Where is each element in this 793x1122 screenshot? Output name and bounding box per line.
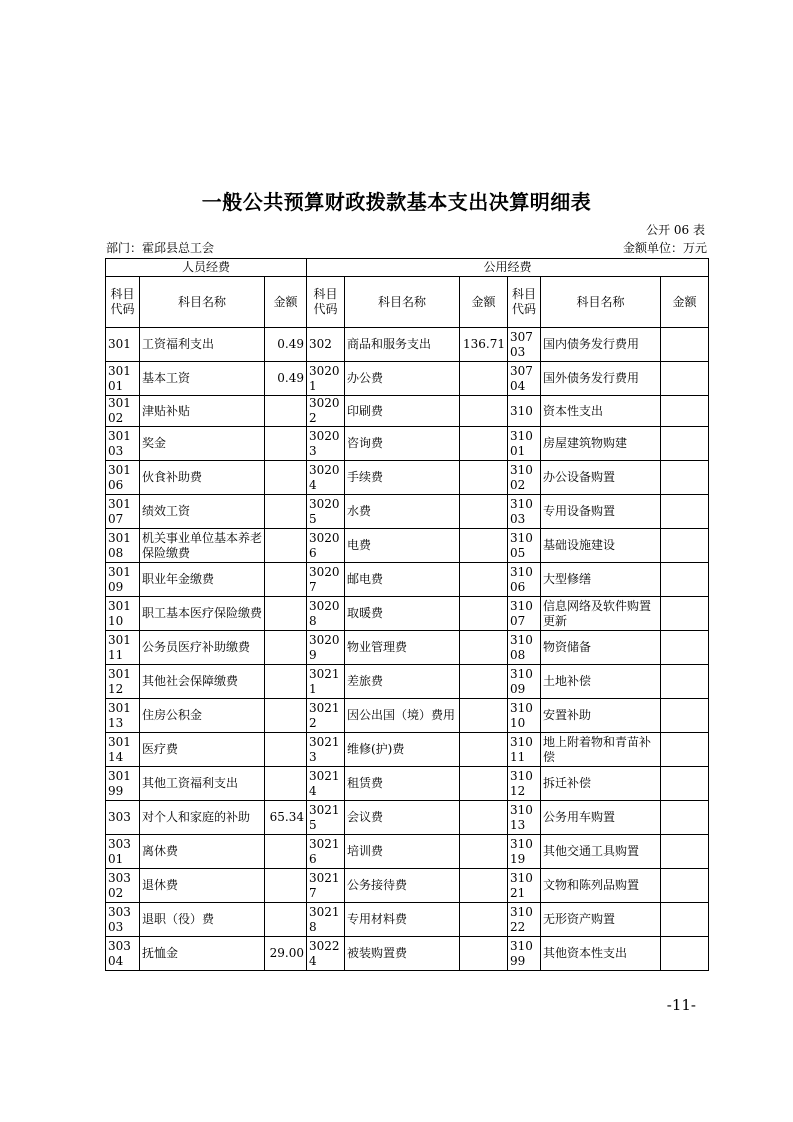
- name-cell: 会议费: [345, 801, 460, 835]
- code-cell: 30205: [307, 495, 345, 529]
- code-cell: 30218: [307, 903, 345, 937]
- amount-cell: [460, 903, 508, 937]
- code-cell: 31019: [508, 835, 541, 869]
- table-row: [106, 937, 709, 971]
- name-cell: 无形资产购置: [541, 903, 661, 937]
- amount-cell: [460, 396, 508, 427]
- code-cell: 30203: [307, 427, 345, 461]
- name-cell: 办公设备购置: [541, 461, 661, 495]
- amount-cell: [661, 396, 709, 427]
- name-cell: 国外债务发行费用: [541, 362, 661, 396]
- page-title: 一般公共预算财政拨款基本支出决算明细表: [201, 190, 592, 214]
- code-cell: 31002: [508, 461, 541, 495]
- name-cell: 抚恤金: [140, 937, 265, 971]
- code-cell: 31010: [508, 699, 541, 733]
- name-cell: 职工基本医疗保险缴费: [140, 597, 265, 631]
- amount-cell: 65.34: [265, 801, 307, 835]
- column-header-row: [106, 277, 709, 328]
- table-row: [106, 362, 709, 396]
- name-header: 科目名称: [541, 277, 661, 328]
- page-number: -11-: [666, 996, 696, 1014]
- amount-cell: [460, 665, 508, 699]
- code-cell: 30211: [307, 665, 345, 699]
- expense-table: [105, 258, 709, 971]
- amount-cell: [661, 461, 709, 495]
- amount-cell: [265, 396, 307, 427]
- code-cell: 31003: [508, 495, 541, 529]
- amount-cell: [661, 563, 709, 597]
- amount-cell: [460, 801, 508, 835]
- code-cell: 31099: [508, 937, 541, 971]
- table-row: [106, 563, 709, 597]
- table-row: [106, 396, 709, 427]
- name-cell: 地上附着物和青苗补偿: [541, 733, 661, 767]
- name-cell: 维修(护)费: [345, 733, 460, 767]
- code-cell: 30113: [106, 699, 140, 733]
- amount-cell: [265, 767, 307, 801]
- name-cell: 安置补助: [541, 699, 661, 733]
- code-cell: 31006: [508, 563, 541, 597]
- code-cell: 310: [508, 396, 541, 427]
- table-row: [106, 801, 709, 835]
- code-cell: 30216: [307, 835, 345, 869]
- name-cell: 奖金: [140, 427, 265, 461]
- amount-cell: [661, 328, 709, 362]
- name-cell: 国内债务发行费用: [541, 328, 661, 362]
- amount-cell: [661, 733, 709, 767]
- table-row: [106, 835, 709, 869]
- department-label: 部门：霍邱县总工会: [106, 241, 215, 255]
- table-row: [106, 529, 709, 563]
- name-cell: 水费: [345, 495, 460, 529]
- code-cell: 30109: [106, 563, 140, 597]
- name-cell: 培训费: [345, 835, 460, 869]
- name-cell: 资本性支出: [541, 396, 661, 427]
- name-cell: 差旅费: [345, 665, 460, 699]
- amount-cell: [265, 835, 307, 869]
- amount-cell: [265, 563, 307, 597]
- amount-cell: [661, 631, 709, 665]
- name-cell: 物资储备: [541, 631, 661, 665]
- amount-cell: [265, 597, 307, 631]
- name-header: 科目名称: [345, 277, 460, 328]
- code-cell: 31009: [508, 665, 541, 699]
- name-cell: 其他交通工具购置: [541, 835, 661, 869]
- code-cell: 31008: [508, 631, 541, 665]
- amount-header: 金额: [661, 277, 709, 328]
- name-cell: 取暖费: [345, 597, 460, 631]
- amount-cell: [661, 495, 709, 529]
- code-cell: 30204: [307, 461, 345, 495]
- table-row: [106, 461, 709, 495]
- name-cell: 办公费: [345, 362, 460, 396]
- name-cell: 职业年金缴费: [140, 563, 265, 597]
- code-cell: 30704: [508, 362, 541, 396]
- name-cell: 电费: [345, 529, 460, 563]
- name-cell: 工资福利支出: [140, 328, 265, 362]
- code-cell: 30303: [106, 903, 140, 937]
- code-cell: 302: [307, 328, 345, 362]
- name-cell: 商品和服务支出: [345, 328, 460, 362]
- code-cell: 31001: [508, 427, 541, 461]
- code-cell: 30224: [307, 937, 345, 971]
- amount-cell: [661, 427, 709, 461]
- amount-cell: [460, 529, 508, 563]
- code-cell: 30111: [106, 631, 140, 665]
- table-row: [106, 631, 709, 665]
- code-cell: 30107: [106, 495, 140, 529]
- code-cell: 30202: [307, 396, 345, 427]
- name-cell: 公务用车购置: [541, 801, 661, 835]
- amount-cell: [265, 869, 307, 903]
- amount-cell: 29.00: [265, 937, 307, 971]
- amount-cell: [460, 869, 508, 903]
- name-cell: 印刷费: [345, 396, 460, 427]
- amount-cell: [265, 495, 307, 529]
- name-cell: 物业管理费: [345, 631, 460, 665]
- amount-cell: [460, 767, 508, 801]
- code-header: 科目代码: [307, 277, 345, 328]
- amount-cell: [661, 869, 709, 903]
- name-cell: 基础设施建设: [541, 529, 661, 563]
- amount-cell: 0.49: [265, 362, 307, 396]
- amount-cell: [661, 362, 709, 396]
- code-cell: 30110: [106, 597, 140, 631]
- amount-cell: [460, 835, 508, 869]
- name-cell: 房屋建筑物购建: [541, 427, 661, 461]
- amount-cell: [661, 597, 709, 631]
- amount-cell: [265, 427, 307, 461]
- amount-cell: [265, 733, 307, 767]
- code-cell: 301: [106, 328, 140, 362]
- amount-cell: [265, 529, 307, 563]
- code-cell: 30207: [307, 563, 345, 597]
- name-cell: 对个人和家庭的补助: [140, 801, 265, 835]
- code-cell: 30302: [106, 869, 140, 903]
- code-cell: 303: [106, 801, 140, 835]
- table-row: [106, 427, 709, 461]
- name-cell: 退休费: [140, 869, 265, 903]
- code-cell: 30101: [106, 362, 140, 396]
- amount-cell: [265, 665, 307, 699]
- amount-cell: [661, 665, 709, 699]
- amount-cell: [460, 699, 508, 733]
- code-cell: 30199: [106, 767, 140, 801]
- table-row: [106, 665, 709, 699]
- code-cell: 30217: [307, 869, 345, 903]
- name-cell: 退职（役）费: [140, 903, 265, 937]
- name-cell: 土地补偿: [541, 665, 661, 699]
- amount-cell: [661, 529, 709, 563]
- name-cell: 信息网络及软件购置更新: [541, 597, 661, 631]
- name-cell: 文物和陈列品购置: [541, 869, 661, 903]
- amount-cell: [661, 937, 709, 971]
- table-row: [106, 597, 709, 631]
- name-cell: 津贴补贴: [140, 396, 265, 427]
- code-cell: 31012: [508, 767, 541, 801]
- code-cell: 30215: [307, 801, 345, 835]
- name-cell: 机关事业单位基本养老保险缴费: [140, 529, 265, 563]
- code-cell: 30703: [508, 328, 541, 362]
- name-cell: 伙食补助费: [140, 461, 265, 495]
- amount-cell: [460, 563, 508, 597]
- amount-cell: [265, 461, 307, 495]
- amount-cell: 0.49: [265, 328, 307, 362]
- table-row: [106, 328, 709, 362]
- amount-cell: [265, 903, 307, 937]
- name-cell: 邮电费: [345, 563, 460, 597]
- code-cell: 31011: [508, 733, 541, 767]
- code-cell: 31022: [508, 903, 541, 937]
- name-cell: 咨询费: [345, 427, 460, 461]
- code-cell: 31013: [508, 801, 541, 835]
- name-cell: 因公出国（境）费用: [345, 699, 460, 733]
- code-cell: 30106: [106, 461, 140, 495]
- code-cell: 31005: [508, 529, 541, 563]
- code-cell: 30114: [106, 733, 140, 767]
- code-cell: 30112: [106, 665, 140, 699]
- amount-cell: [265, 631, 307, 665]
- name-cell: 绩效工资: [140, 495, 265, 529]
- amount-cell: 136.71: [460, 328, 508, 362]
- meta-row: [106, 239, 707, 255]
- name-cell: 其他社会保障缴费: [140, 665, 265, 699]
- code-cell: 31007: [508, 597, 541, 631]
- amount-cell: [661, 699, 709, 733]
- name-cell: 被装购置费: [345, 937, 460, 971]
- amount-cell: [661, 801, 709, 835]
- code-cell: 30201: [307, 362, 345, 396]
- form-code: 公开 06 表: [646, 223, 705, 237]
- name-cell: 租赁费: [345, 767, 460, 801]
- amount-header: 金额: [460, 277, 508, 328]
- name-cell: 离休费: [140, 835, 265, 869]
- code-cell: 30206: [307, 529, 345, 563]
- name-cell: 住房公积金: [140, 699, 265, 733]
- code-cell: 30102: [106, 396, 140, 427]
- table-row: [106, 767, 709, 801]
- table-row: [106, 869, 709, 903]
- amount-cell: [460, 597, 508, 631]
- code-cell: 30209: [307, 631, 345, 665]
- code-cell: 30213: [307, 733, 345, 767]
- name-cell: 医疗费: [140, 733, 265, 767]
- name-header: 科目名称: [140, 277, 265, 328]
- table-row: [106, 495, 709, 529]
- name-cell: 专用材料费: [345, 903, 460, 937]
- amount-header: 金额: [265, 277, 307, 328]
- name-cell: 公务接待费: [345, 869, 460, 903]
- name-cell: 其他工资福利支出: [140, 767, 265, 801]
- name-cell: 拆迁补偿: [541, 767, 661, 801]
- table-row: [106, 733, 709, 767]
- code-cell: 30208: [307, 597, 345, 631]
- code-header: 科目代码: [508, 277, 541, 328]
- code-header: 科目代码: [106, 277, 140, 328]
- name-cell: 其他资本性支出: [541, 937, 661, 971]
- unit-label: 金额单位：万元: [622, 241, 707, 255]
- table-row: [106, 699, 709, 733]
- amount-cell: [265, 699, 307, 733]
- amount-cell: [460, 937, 508, 971]
- code-cell: 31021: [508, 869, 541, 903]
- amount-cell: [460, 631, 508, 665]
- code-cell: 30301: [106, 835, 140, 869]
- code-cell: 30103: [106, 427, 140, 461]
- name-cell: 公务员医疗补助缴费: [140, 631, 265, 665]
- table-row: [106, 903, 709, 937]
- amount-cell: [460, 427, 508, 461]
- public-group-header: 公用经费: [307, 259, 709, 277]
- name-cell: 手续费: [345, 461, 460, 495]
- group-header-row: [106, 259, 709, 277]
- code-cell: 30214: [307, 767, 345, 801]
- code-cell: 30212: [307, 699, 345, 733]
- amount-cell: [661, 903, 709, 937]
- personnel-group-header: 人员经费: [106, 259, 307, 277]
- amount-cell: [460, 461, 508, 495]
- amount-cell: [661, 835, 709, 869]
- name-cell: 专用设备购置: [541, 495, 661, 529]
- name-cell: 大型修缮: [541, 563, 661, 597]
- amount-cell: [661, 767, 709, 801]
- amount-cell: [460, 362, 508, 396]
- name-cell: 基本工资: [140, 362, 265, 396]
- code-cell: 30304: [106, 937, 140, 971]
- code-cell: 30108: [106, 529, 140, 563]
- amount-cell: [460, 733, 508, 767]
- amount-cell: [460, 495, 508, 529]
